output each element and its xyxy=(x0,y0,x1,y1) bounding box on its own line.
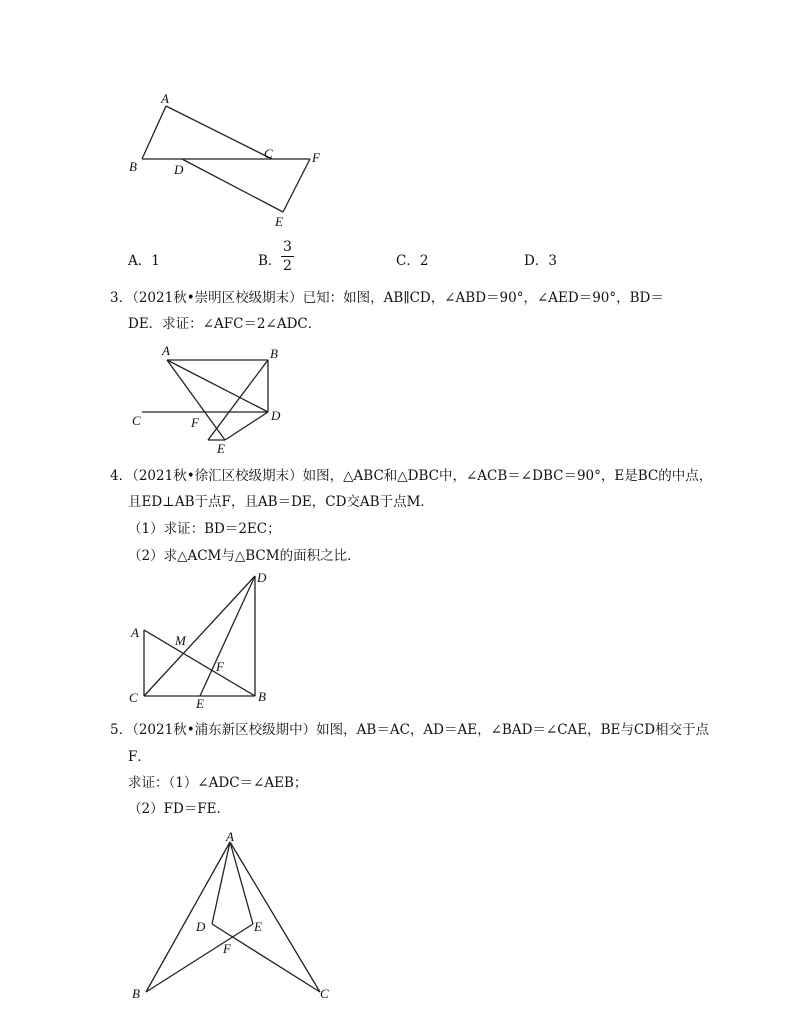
point-label-A: A xyxy=(161,91,169,106)
option-b-fraction[interactable] xyxy=(281,238,294,275)
q4-part1: （1）求证：BD＝2EC； xyxy=(128,521,281,537)
point-label-E: E xyxy=(217,441,225,456)
point-label-D: D xyxy=(271,408,281,423)
option-b-prefix[interactable]: B． xyxy=(258,253,282,269)
point-label-C: C xyxy=(320,986,329,1001)
point-label-A: A xyxy=(162,343,170,358)
point-label-B: B xyxy=(258,689,266,704)
figure-q5 xyxy=(120,828,350,1006)
segment-BE xyxy=(146,924,253,992)
point-label-F: F xyxy=(223,941,231,956)
q5-line1: 5．（2021秋•浦东新区校级期中）如图，AB＝AC，AD＝AE，∠BAD＝∠CAE，BE与CD相交于点 xyxy=(110,722,710,738)
point-label-E: E xyxy=(254,919,262,934)
segment-AC xyxy=(166,106,272,159)
q5-part1: 求证：（1）∠ADC＝∠AEB； xyxy=(128,775,308,791)
point-label-B: B xyxy=(132,986,140,1001)
point-label-F: F xyxy=(312,150,320,165)
segment-DE xyxy=(182,159,283,212)
point-label-B: B xyxy=(129,159,137,174)
point-label-C: C xyxy=(264,146,273,161)
q4-part2: （2）求△ACM与△BCM的面积之比． xyxy=(128,548,361,564)
point-label-F: F xyxy=(191,415,199,430)
point-label-C: C xyxy=(132,413,141,428)
point-label-D: D xyxy=(196,919,206,934)
segment-AD xyxy=(167,360,268,412)
point-label-B: B xyxy=(270,346,278,361)
point-label-F: F xyxy=(216,659,224,674)
option-a[interactable]: A．1 xyxy=(128,253,160,269)
figure-q2 xyxy=(120,88,340,233)
fraction-denominator: 2 xyxy=(283,258,292,274)
option-c[interactable]: C．2 xyxy=(396,253,429,269)
point-label-M: M xyxy=(175,633,186,648)
q3-line1: 3．（2021秋•崇明区校级期末）已知：如图，AB∥CD，∠ABD＝90°，∠AED＝90°，BD＝ xyxy=(110,290,664,306)
segment-AB xyxy=(142,106,166,159)
segment-AB xyxy=(144,630,255,696)
q3-line2: DE．求证：∠AFC＝2∠ADC． xyxy=(128,316,322,332)
figure-q3 xyxy=(120,340,300,460)
segment-ED xyxy=(225,412,268,440)
segment-AB xyxy=(146,842,230,992)
fraction-numerator: 3 xyxy=(283,239,292,255)
point-label-A: A xyxy=(226,829,234,844)
segment-BE xyxy=(208,360,268,440)
segment-AC xyxy=(230,842,320,992)
point-label-D: D xyxy=(257,570,267,585)
point-label-C: C xyxy=(129,690,138,705)
q5-line2: F． xyxy=(128,749,151,765)
q4-line1: 4．（2021秋•徐汇区校级期末）如图，△ABC和△DBC中，∠ACB＝∠DBC＝90°，E是BC的中点， xyxy=(110,468,713,484)
segment-CD xyxy=(144,576,255,696)
q5-part2: （2）FD＝FE． xyxy=(128,801,231,817)
point-label-E: E xyxy=(196,696,204,711)
point-label-D: D xyxy=(174,162,184,177)
point-label-E: E xyxy=(275,214,283,229)
figure-q4 xyxy=(120,566,280,712)
segment-DC xyxy=(212,924,320,992)
segment-AD xyxy=(212,842,230,924)
segment-AE xyxy=(230,842,253,924)
option-d[interactable]: D．3 xyxy=(524,253,557,269)
segment-FE xyxy=(283,159,310,212)
segment-ED xyxy=(200,576,255,696)
q4-line2: 且ED⊥AB于点F，且AB＝DE，CD交AB于点M． xyxy=(128,494,434,510)
point-label-A: A xyxy=(131,625,139,640)
